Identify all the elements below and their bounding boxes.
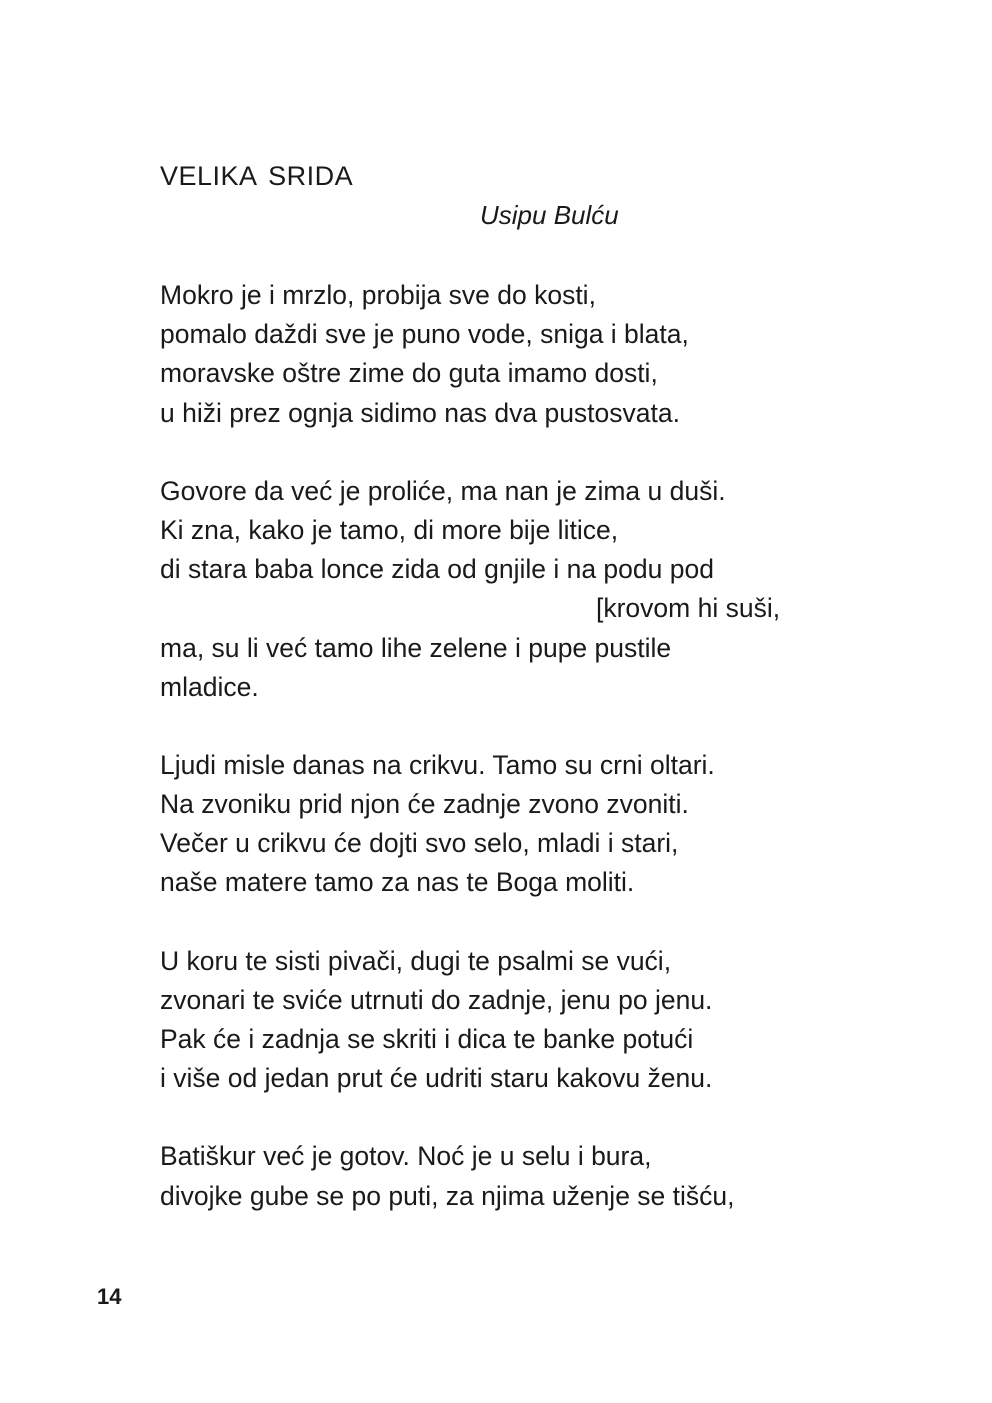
stanza-4: [160, 942, 860, 1099]
poem-title: VELIKA SRIDA: [160, 161, 354, 191]
poem-line: divojke gube se po puti, za njima uženje se tišću,: [160, 1180, 735, 1211]
stanza-2: [160, 472, 860, 707]
stanza-3: [160, 746, 860, 903]
poem-line: Ki zna, kako je tamo, di more bije litice,: [160, 514, 619, 545]
poem-line: moravske oštre zime do guta imamo dosti,: [160, 358, 658, 389]
poem-line: i više od jedan prut će udriti staru kakovu ženu.: [160, 1063, 713, 1094]
poem-line-continuation: [krovom hi suši,: [596, 593, 781, 624]
poem-line: zvonari te sviće utrnuti do zadnje, jenu po jenu.: [160, 984, 713, 1015]
poem-line: Mokro je i mrzlo, probija sve do kosti,: [160, 280, 596, 310]
poem-line: ma, su li već tamo lihe zelene i pupe pustile: [160, 632, 672, 663]
poem-line: pomalo daždi sve je puno vode, sniga i blata,: [160, 319, 689, 350]
poem-line: u hiži prez ognja sidimo nas dva pustosvata.: [160, 397, 680, 428]
poem-line: di stara baba lonce zida od gnjile i na podu pod: [160, 554, 714, 585]
poem-line: mladice.: [160, 671, 259, 702]
poem-dedication: Usipu Bulću: [480, 200, 619, 230]
poem-line: U koru te sisti pivači, dugi te psalmi se vući,: [160, 945, 672, 976]
poem-line: Batiškur već je gotov. Noć je u selu i bura,: [160, 1141, 652, 1172]
poem-line: Govore da već je proliće, ma nan je zima u duši.: [160, 475, 726, 506]
poem-body: [160, 276, 860, 1255]
stanza-5: [160, 1137, 860, 1215]
poem-line: Na zvoniku prid njon će zadnje zvono zvoniti.: [160, 789, 689, 820]
poem-line: Pak će i zadnja se skriti i dica te banke potući: [160, 1024, 694, 1054]
poem-line: Ljudi misle danas na crikvu. Tamo su crni oltari.: [160, 749, 715, 780]
stanza-1: [160, 276, 860, 433]
poem-line: naše matere tamo za nas te Boga moliti.: [160, 867, 635, 898]
page-number: 14: [97, 1284, 122, 1309]
poem-line: Večer u crikvu će dojti svo selo, mladi i stari,: [160, 828, 679, 859]
